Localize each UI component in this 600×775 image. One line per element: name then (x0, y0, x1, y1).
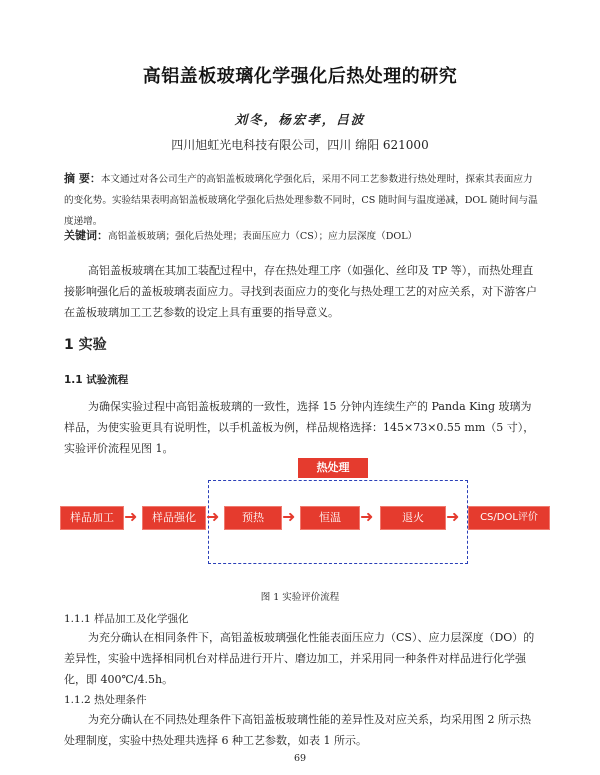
abstract-label: 摘 要： (64, 172, 101, 185)
abstract (64, 168, 542, 232)
section-heading-1-1: 1.1 试验流程 (64, 374, 129, 386)
flow-step-sample-strengthening: 样品强化 (142, 506, 206, 530)
arrow-right-icon: ➜ (446, 507, 460, 526)
keywords-text: 高铝盖板玻璃；强化后热处理；表面压应力（CS）；应力层深度（DOL） (108, 231, 418, 242)
section-heading-1-1-2: 1.1.2 热处理条件 (64, 694, 147, 706)
arrow-right-icon: ➜ (206, 507, 220, 526)
paragraph-1-1-2: 为充分确认在不同热处理条件下高铝盖板玻璃性能的差异性及对应关系，均采用图 2 所示热处理制度，实验中热处理共选择 6 种工艺参数，如表 1 所示。 (64, 713, 531, 747)
arrow-right-icon: ➜ (360, 507, 374, 526)
page-number: 69 (293, 753, 307, 764)
flow-figure (60, 456, 550, 576)
paper-title: 高铝盖板玻璃化学强化后热处理的研究 (142, 66, 458, 87)
paragraph-1-1-1: 为充分确认在相同条件下，高铝盖板玻璃强化性能表面压应力（CS）、应力层深度（DO）的差异性，实验中选择相同机台对样品进行开片、磨边加工，并采用同一种条件对样品进行化学强化，即 400℃/4.5h。 (64, 631, 535, 686)
arrow-right-icon: ➜ (124, 507, 138, 526)
flow-step-constant-temp: 恒温 (300, 506, 360, 530)
flow-step-preheat: 预热 (224, 506, 282, 530)
flow-step-cs-dol-evaluation: CS/DOL评价 (468, 506, 550, 530)
authors: 刘冬，杨宏孝，吕波 (234, 112, 366, 127)
section-heading-1: 1 实验 (64, 337, 107, 353)
flow-step-annealing: 退火 (380, 506, 446, 530)
figure-caption: 图 1 实验评价流程 (260, 592, 340, 603)
paragraph-1-1: 为确保实验过程中高铝盖板玻璃的一致性，选择 15 分钟内连续生产的 Panda King 玻璃为样品，为使实验更具有说明性，以手机盖板为例，样品规格选择：145×73×0.55 mm（5 寸），实验评价流程见图 1。 (64, 400, 535, 455)
flow-step-sample-processing: 样品加工 (60, 506, 124, 530)
heat-treatment-label: 热处理 (298, 458, 368, 478)
keywords-label: 关键词： (64, 229, 108, 242)
keywords (64, 227, 554, 243)
section-heading-1-1-1: 1.1.1 样品加工及化学强化 (64, 613, 189, 625)
abstract-text: 本文通过对各公司生产的高铝盖板玻璃化学强化后，采用不同工艺参数进行热处理时，探索其表面应力的变化势。实验结果表明高铝盖板玻璃化学强化后热处理参数不同时，CS 随时间与温度递减，DOL 随时间与温度递增。 (64, 174, 538, 227)
affiliation: 四川旭虹光电科技有限公司，四川 绵阳 621000 (171, 138, 429, 152)
intro-paragraph: 高铝盖板玻璃在其加工装配过程中，存在热处理工序（如强化、丝印及 TP 等），而热处理直接影响强化后的盖板玻璃表面应力。寻找到表面应力的变化与热处理工艺的对应关系，对下游客户在盖板玻璃加工工艺参数的设定上具有重要的指导意义。 (64, 264, 537, 319)
arrow-right-icon: ➜ (282, 507, 296, 526)
